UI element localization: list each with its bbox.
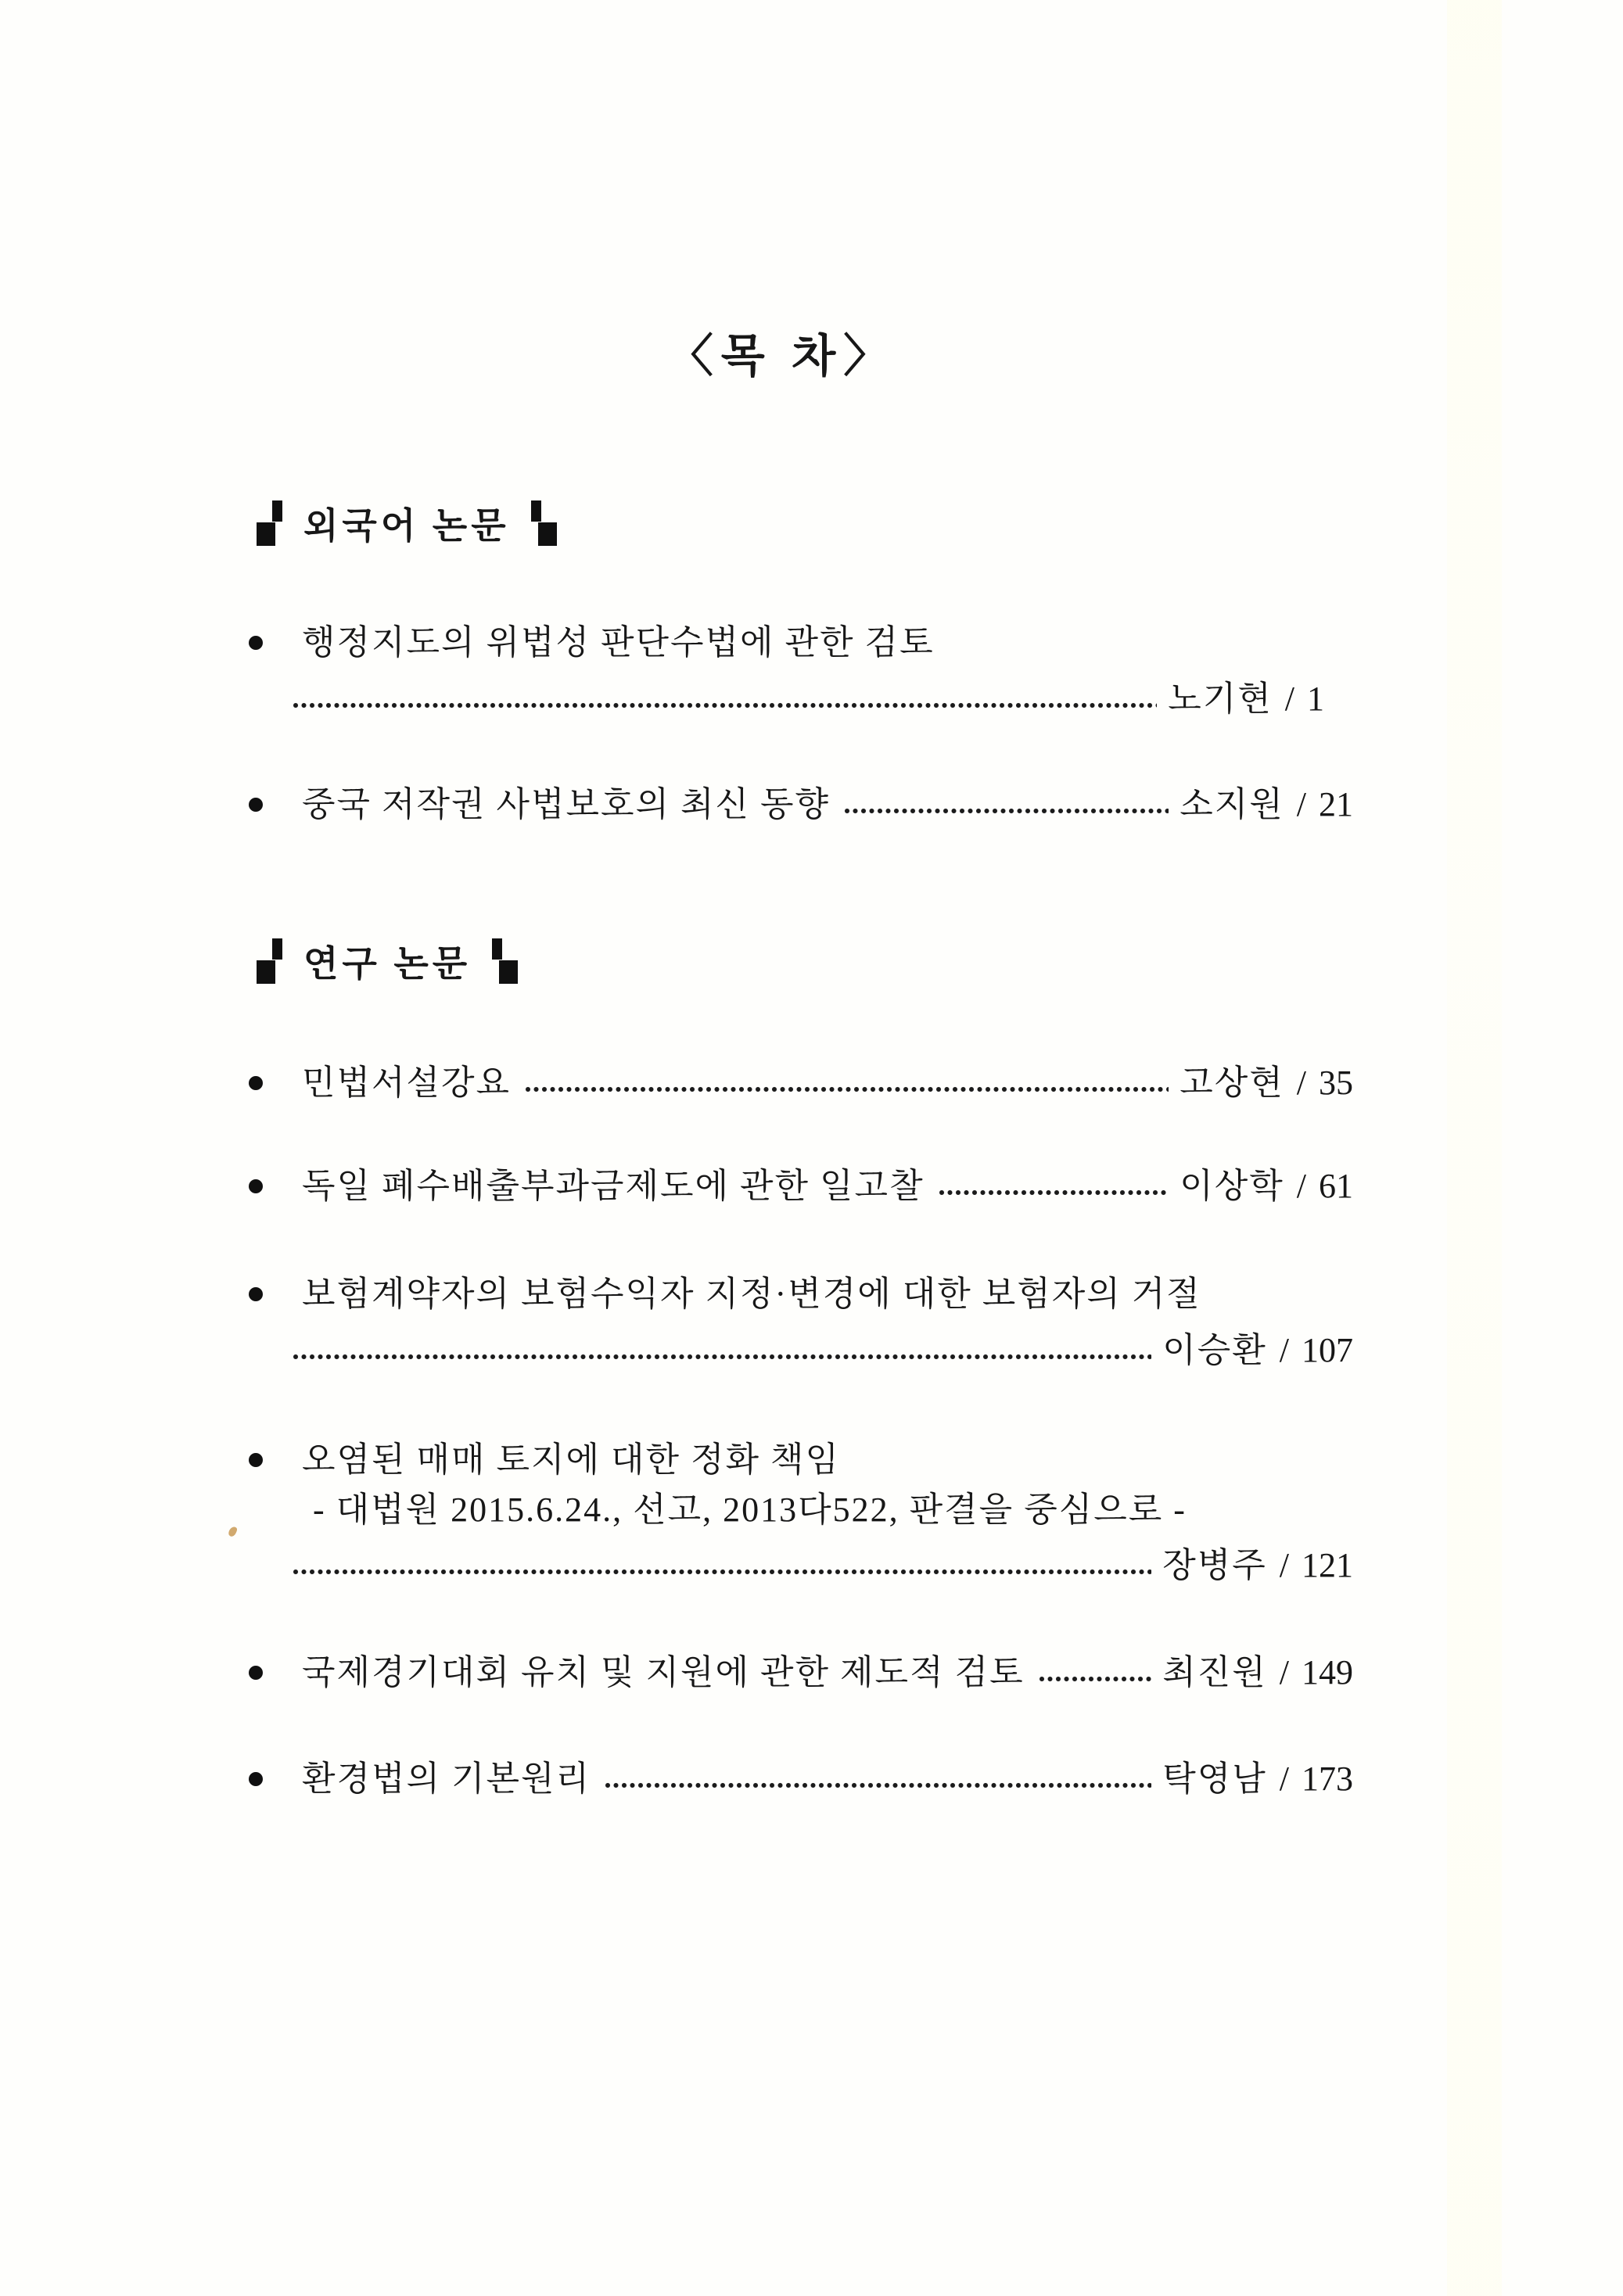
entry-reference-row bbox=[249, 1544, 1353, 1587]
toc-entry bbox=[249, 1758, 1353, 1800]
section-bracket-left-icon bbox=[257, 500, 285, 546]
entry-author: 이승환 bbox=[1162, 1330, 1267, 1369]
entry-author: 장병주 bbox=[1162, 1546, 1267, 1585]
bullet-icon bbox=[249, 1179, 263, 1193]
dotted-leader bbox=[939, 1189, 1169, 1196]
entry-title-row bbox=[249, 1652, 1353, 1694]
entry-reference-row bbox=[249, 1329, 1353, 1372]
bullet-icon bbox=[249, 1666, 263, 1680]
entry-title-row bbox=[249, 1165, 1353, 1207]
scan-speck-artifact bbox=[228, 1526, 239, 1538]
entry-page-number: 107 bbox=[1302, 1330, 1353, 1369]
entry-title-row bbox=[249, 1439, 1353, 1481]
bullet-icon bbox=[249, 636, 263, 650]
entry-page-number: 1 bbox=[1307, 679, 1324, 718]
entry-page-number: 21 bbox=[1319, 785, 1353, 823]
entry-separator: / bbox=[1279, 1760, 1289, 1798]
bullet-icon bbox=[249, 798, 263, 812]
dotted-leader bbox=[605, 1781, 1151, 1789]
entry-title-row bbox=[249, 784, 1353, 826]
toc-entry bbox=[249, 1273, 1353, 1371]
entry-author: 노기현 bbox=[1168, 679, 1273, 718]
entry-author: 최진원 bbox=[1162, 1653, 1267, 1692]
entry-title-row bbox=[249, 1273, 1353, 1315]
entry-title: 독일 폐수배출부과금제도에 관한 일고찰 bbox=[302, 1167, 925, 1205]
entry-title-row bbox=[249, 1758, 1353, 1800]
bullet-icon bbox=[249, 1772, 263, 1786]
entry-page-number: 35 bbox=[1319, 1064, 1353, 1102]
toc-entry bbox=[249, 1439, 1353, 1587]
dotted-leader bbox=[293, 1353, 1151, 1361]
toc-entry bbox=[249, 784, 1353, 826]
section-bracket-left-icon bbox=[257, 938, 285, 984]
section-label: 연구 논문 bbox=[303, 944, 472, 984]
bullet-icon bbox=[249, 1076, 263, 1090]
toc-entry bbox=[249, 1652, 1353, 1694]
toc-entry bbox=[249, 1062, 1353, 1104]
entry-title-row bbox=[249, 622, 1324, 664]
dotted-leader bbox=[525, 1085, 1169, 1093]
toc-entry bbox=[249, 622, 1324, 719]
entry-separator: / bbox=[1296, 1167, 1306, 1205]
dotted-leader bbox=[293, 1568, 1151, 1576]
entry-title: 보험계약자의 보험수익자 지정·변경에 대한 보험자의 거절 bbox=[302, 1275, 1201, 1313]
bullet-icon bbox=[249, 1453, 263, 1467]
entry-page-number: 121 bbox=[1302, 1546, 1353, 1585]
entry-title: 중국 저작권 사법보호의 최신 동향 bbox=[302, 785, 831, 823]
section-bracket-right-icon bbox=[529, 500, 557, 546]
entry-page-number: 149 bbox=[1302, 1653, 1353, 1692]
section-label: 외국어 논문 bbox=[303, 506, 510, 546]
entry-separator: / bbox=[1279, 1546, 1289, 1585]
bullet-icon bbox=[249, 1287, 263, 1301]
dotted-leader bbox=[293, 701, 1157, 709]
entry-subtitle: - 대법원 2015.6.24., 선고, 2013다522, 판결을 중심으로 - bbox=[313, 1490, 1187, 1529]
entry-reference-row bbox=[249, 678, 1324, 720]
entry-separator: / bbox=[1296, 785, 1306, 823]
entry-author: 이상학 bbox=[1180, 1167, 1284, 1205]
section-header-research-papers bbox=[257, 935, 518, 987]
entry-title: 오염된 매매 토지에 대한 정화 책임 bbox=[302, 1440, 841, 1479]
dotted-leader bbox=[844, 807, 1169, 815]
dotted-leader bbox=[1039, 1675, 1152, 1683]
section-bracket-right-icon bbox=[490, 938, 518, 984]
entry-page-number: 61 bbox=[1319, 1167, 1353, 1205]
entry-author: 고상현 bbox=[1180, 1064, 1284, 1102]
section-header-foreign-papers bbox=[257, 497, 557, 549]
entry-author: 탁영남 bbox=[1162, 1760, 1267, 1798]
entry-title: 민법서설강요 bbox=[302, 1064, 512, 1102]
entry-title-row bbox=[249, 1062, 1353, 1104]
entry-title: 환경법의 기본원리 bbox=[302, 1760, 591, 1798]
entry-separator: / bbox=[1296, 1064, 1306, 1102]
toc-entry bbox=[249, 1165, 1353, 1207]
entry-separator: / bbox=[1279, 1330, 1289, 1369]
entry-title: 국제경기대회 유치 및 지원에 관한 제도적 검토 bbox=[302, 1653, 1025, 1692]
page-title: 〈목 차〉 bbox=[667, 331, 897, 382]
entry-separator: / bbox=[1279, 1653, 1289, 1692]
entry-author: 소지원 bbox=[1180, 785, 1284, 823]
entry-title: 행정지도의 위법성 판단수법에 관한 검토 bbox=[302, 623, 935, 662]
entry-page-number: 173 bbox=[1302, 1760, 1353, 1798]
entry-separator: / bbox=[1284, 679, 1294, 718]
